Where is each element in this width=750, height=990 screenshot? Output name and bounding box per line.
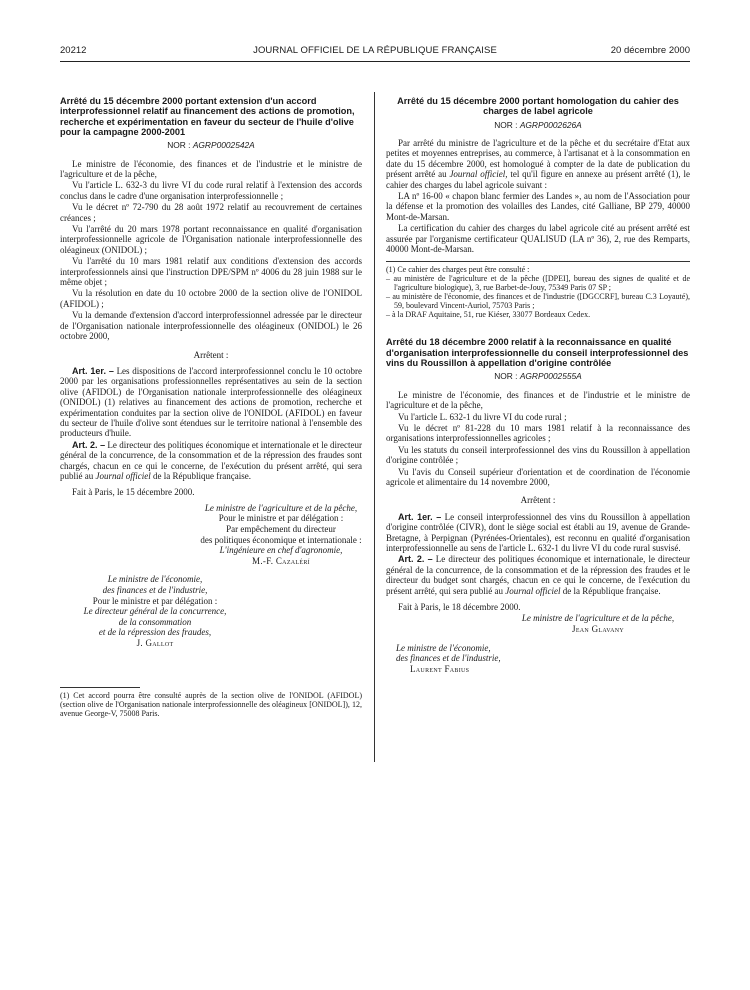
footnote-consultation bbox=[386, 265, 690, 319]
article-1-label: Art. 1er. – bbox=[398, 511, 442, 522]
nor-code: AGRP0002542A bbox=[192, 140, 255, 151]
arretent-heading: Arrêtent : bbox=[520, 495, 556, 506]
signing-place-date: Fait à Paris, le 18 décembre 2000. bbox=[398, 602, 521, 613]
article-1 bbox=[60, 366, 362, 439]
signatory-role: Le ministre de l'agriculture et de la pêche, bbox=[521, 613, 675, 624]
article-2-text: Le directeur des politiques économique et internationale, le directeur général de la concurrence, de la consommation et de la répression des fraudes et le directeur du budget sont chargés, chacun en ce qui le concerne, de l'exécution du présent arrêté, qui sera publié au bbox=[386, 554, 691, 596]
signatory-role: Le ministre de l'économie, bbox=[107, 574, 203, 585]
article-1-text: Le conseil interprofessionnel des vins du Roussillon à appellation d'origine contrôlée (CIVR), dont le siège social est établi au 19, avenue de Grande-Bretagne, à Perpignan (Pyrénées-Orientales), est reconnu en qualité d'organisation interprofessionnelle au sens de l'article L. 632-1 du livre VI du code rural susvisé. bbox=[386, 511, 691, 554]
signatory-role: de la consommation bbox=[118, 616, 192, 627]
delegation-line: Par empêchement du directeur bbox=[226, 523, 336, 534]
article-2 bbox=[60, 440, 362, 482]
decree-title-roussillon: Arrêté du 18 décembre 2000 relatif à la reconnaissance en qualité d'organisation interprofessionnelle du conseil interprofessionnel des vins du Roussillon à appellation d'origine contrôlée bbox=[386, 337, 689, 369]
article-2-label: Art. 2. – bbox=[72, 439, 106, 450]
signatory-role: Le ministre de l'économie, bbox=[396, 642, 491, 653]
issue-date: 20 décembre 2000 bbox=[610, 45, 690, 56]
signatory-name: Jean Glavany bbox=[572, 624, 624, 635]
footnote-rule bbox=[60, 687, 140, 688]
preamble-paragraph: Vu les statuts du conseil interprofessionnel des vins du Roussillon à appellation d'origine contrôlée ; bbox=[386, 444, 690, 466]
preamble-paragraph: Vu l'article L. 632-3 du livre VI du code rural relatif à l'extension des accords conclus dans le cadre d'une organisation interprofessionnelle ; bbox=[60, 180, 362, 201]
preamble-paragraph: Le ministre de l'économie, des finances et de l'industrie et le ministre de l'agriculture et de la pêche, bbox=[60, 158, 362, 179]
footnote-item: – au ministère de l'économie, des finances et de l'industrie ([DGCCRF], bureau C.3 Loyauté), 59, boulevard Vincent-Auriol, 75703 Paris ; bbox=[386, 292, 690, 311]
signatory-role: des finances et de l'industrie, bbox=[102, 584, 208, 595]
nor-reference bbox=[386, 371, 690, 381]
signatory-role: et de la répression des fraudes, bbox=[98, 627, 212, 638]
article-2-text-end: de la République française. bbox=[153, 470, 251, 481]
delegation-line: Pour le ministre et par délégation : bbox=[218, 513, 344, 524]
body-paragraph: La certification du cahier des charges du label agricole cité au présent arrêté est assurée par l'organisme certificateur QUALISUD (LA nº 36), 2, rue des Remparts, 40000 Mont-de-Marsan. bbox=[386, 223, 690, 255]
right-column bbox=[386, 96, 690, 674]
footnote-accord: (1) Cet accord pourra être consulté auprès de la section olive de l'ONIDOL (AFIDOL) (section olive de l'Organisation nationale interprofessionnelle des oléagineux [ONIDOL]), 12, avenue George-V, 75008 Paris. bbox=[60, 690, 362, 718]
preamble-paragraph: Vu le décret nº 72-790 du 28 août 1972 relatif au recouvrement de certaines créances ; bbox=[60, 202, 362, 223]
header-rule bbox=[60, 61, 690, 62]
delegation-line: des politiques économique et internationale : bbox=[200, 534, 362, 545]
decree-title-olive: Arrêté du 15 décembre 2000 portant extension d'un accord interprofessionnel relatif au financement des actions de promotion, recherche et expérimentation en faveur du secteur de l'huile d'olive pour la campagne 2000-2001 bbox=[60, 96, 355, 137]
signatory-role: L'ingénieure en chef d'agronomie, bbox=[219, 545, 343, 556]
signature-economie bbox=[396, 643, 556, 675]
article-2 bbox=[386, 554, 690, 596]
article-1 bbox=[386, 512, 690, 554]
footnote-intro: (1) Ce cahier des charges peut être consulté : bbox=[386, 265, 530, 275]
signatory-name: M.-F. Cazalérí bbox=[252, 555, 310, 566]
page-number: 20212 bbox=[60, 45, 87, 56]
decree-title-label: Arrêté du 15 décembre 2000 portant homologation du cahier des charges de label agricole bbox=[397, 96, 679, 117]
preamble-paragraph: Vu l'arrêté du 20 mars 1978 portant reconnaissance en qualité d'organisation interprofessionnelle agricole de l'Organisation nationale interprofessionnelle des oléagineux (ONIDOL) ; bbox=[60, 224, 362, 255]
signatory-name: J. Gallot bbox=[136, 637, 174, 648]
body-text: Par arrêté du ministre de l'agriculture et de la pêche et du secrétaire d'Etat aux petites et moyennes entreprises, au commerce, à l'artisanat et à la consommation en date du 15 décembre 2000, est homologué à compter de la date de publication du présent arrêté au bbox=[386, 138, 690, 180]
signatory-role: des finances et de l'industrie, bbox=[396, 653, 501, 664]
body-text: tel qu'il figure en annexe au présent arrêté (1), le cahier des charges du label agricole suivant : bbox=[386, 169, 690, 190]
signatory-role: Le ministre de l'agriculture et de la pêche, bbox=[204, 502, 358, 513]
article-1-label: Art. 1er. – bbox=[72, 365, 114, 376]
nor-reference bbox=[386, 120, 690, 130]
signing-place-date: Fait à Paris, le 15 décembre 2000. bbox=[72, 487, 195, 498]
preamble-paragraph: Vu la demande d'extension d'accord interprofessionnel adressée par le directeur de l'Organisation nationale interprofessionnelle des oléagineux (ONIDOL) le 26 octobre 2000, bbox=[60, 310, 362, 342]
nor-label: NOR : bbox=[494, 119, 518, 130]
signature-economie bbox=[60, 574, 250, 648]
article-2-label: Art. 2. – bbox=[398, 554, 433, 565]
signatory-name: Laurent Fabius bbox=[410, 663, 470, 674]
section-spacer bbox=[386, 319, 690, 337]
signature-agriculture bbox=[506, 613, 690, 634]
page-header bbox=[60, 45, 690, 59]
nor-code: AGRP0002626A bbox=[519, 119, 582, 130]
article-1-text: Les dispositions de l'accord interprofessionnel conclu le 10 octobre 2000 par les organisations professionnelles représentatives au sein de la section olive (AFIDOL) de l'Organisation nationale interprofessionnelle des oléagineux (ONIDOL) (1) relatives au financement des actions de promotion, recherche et expérimentation conduites par la section olive de l'ONIDOL (AFIDOL) en faveur du secteur de l'huile d'olive sont étendues sur le territoire national à l'ensemble des producteurs d'huile. bbox=[60, 365, 363, 439]
journal-officiel-ref: Journal officiel bbox=[95, 470, 151, 481]
signature-agriculture bbox=[200, 503, 362, 567]
preamble-paragraph: Vu l'article L. 632-1 du livre VI du code rural ; bbox=[398, 411, 567, 422]
preamble-paragraph: Le ministre de l'économie, des finances et de l'industrie et le ministre de l'agriculture et de la pêche, bbox=[386, 389, 690, 411]
column-divider bbox=[374, 92, 375, 762]
article-2-text-end: de la République française. bbox=[562, 585, 661, 596]
journal-officiel-ref: Journal officiel, bbox=[449, 169, 508, 180]
preamble-paragraph: Vu la résolution en date du 10 octobre 2000 de la section olive de l'ONIDOL (AFIDOL) ; bbox=[60, 288, 362, 309]
nor-code: AGRP0002555A bbox=[519, 371, 582, 382]
arretent-heading: Arrêtent : bbox=[193, 349, 229, 360]
article-2-text: Le directeur des politiques économique et internationale et le directeur général de la concurrence, de la consommation et de la répression des fraudes sont chargés, chacun en ce qui le concerne, de l'exécution du présent arrêté, qui sera publié au bbox=[60, 439, 363, 481]
preamble-paragraph: Vu le décret nº 81-228 du 10 mars 1981 relatif à la reconnaissance des organisations interprofessionnelles agricoles ; bbox=[386, 422, 690, 444]
left-column bbox=[60, 96, 362, 718]
footnote-item: – au ministère de l'agriculture et de la pêche ([DPEI], bureau des signes de qualité et de l'agriculture biologique), 3, rue Barbet-de-Jouy, 75349 Paris 07 SP ; bbox=[386, 274, 690, 293]
journal-officiel-ref: Journal officiel bbox=[505, 585, 561, 596]
delegation-line: Pour le ministre et par délégation : bbox=[92, 595, 218, 606]
nor-reference bbox=[60, 140, 362, 150]
nor-label: NOR : bbox=[167, 140, 191, 151]
body-paragraph: LA nº 16-00 « chapon blanc fermier des Landes », au nom de l'Association pour la défense et la promotion des volailles des Landes, cité Galliane, BP 279, 40000 Mont-de-Marsan. bbox=[386, 191, 690, 222]
signatory-role: Le directeur général de la concurrence, bbox=[83, 606, 227, 617]
footnote-item: – à la DRAF Aquitaine, 51, rue Kiéser, 33077 Bordeaux Cedex. bbox=[386, 310, 591, 320]
nor-label: NOR : bbox=[494, 371, 518, 382]
journal-title: JOURNAL OFFICIEL DE LA RÉPUBLIQUE FRANÇAISE bbox=[253, 45, 497, 56]
body-paragraph bbox=[386, 138, 690, 190]
preamble-paragraph: Vu l'arrêté du 10 mars 1981 relatif aux conditions d'extension des accords interprofessionnels ainsi que l'instruction DPE/SPM nº 4006 du 28 juin 1988 sur le même objet ; bbox=[60, 256, 362, 288]
preamble-paragraph: Vu l'avis du Conseil supérieur d'orientation et de coordination de l'économie agricole et alimentaire du 14 novembre 2000, bbox=[386, 466, 690, 488]
footnote-rule bbox=[386, 261, 690, 262]
